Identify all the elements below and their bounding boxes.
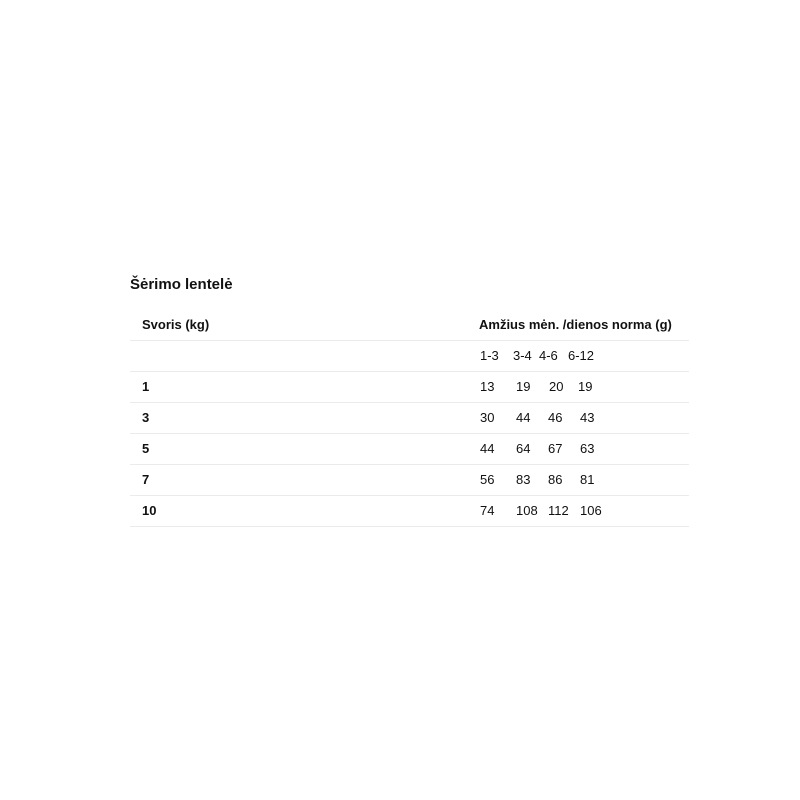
- weight-column-header: Svoris (kg): [142, 317, 210, 332]
- value-cell: 46: [548, 410, 563, 425]
- age-column-header: Amžius mėn. /dienos norma (g): [479, 317, 672, 332]
- value-cell: 30: [480, 410, 495, 425]
- table-row: [130, 403, 689, 434]
- weight-cell: 7: [142, 472, 150, 487]
- value-cell: 63: [580, 441, 595, 456]
- feeding-table: [130, 310, 689, 527]
- table-row: [130, 434, 689, 465]
- weight-cell: 5: [142, 441, 150, 456]
- value-cell: 81: [580, 472, 595, 487]
- value-cell: 83: [516, 472, 531, 487]
- value-cell: 56: [480, 472, 495, 487]
- table-row: [130, 496, 689, 527]
- value-cell: 112: [548, 503, 569, 518]
- age-range: 6-12: [568, 348, 595, 363]
- value-cell: 106: [580, 503, 602, 518]
- weight-cell: 10: [142, 503, 157, 518]
- value-cell: 20: [549, 379, 564, 394]
- value-cell: 19: [578, 379, 593, 394]
- value-cell: 64: [516, 441, 531, 456]
- value-cell: 44: [480, 441, 495, 456]
- weight-cell: 3: [142, 410, 150, 425]
- age-range: 4-6: [539, 348, 558, 363]
- value-cell: 13: [480, 379, 495, 394]
- value-cell: 43: [580, 410, 595, 425]
- page-title: Šėrimo lentelė: [130, 276, 233, 293]
- age-ranges-row: [130, 341, 689, 372]
- table-row: [130, 372, 689, 403]
- value-cell: 67: [548, 441, 563, 456]
- value-cell: 108: [516, 503, 538, 518]
- value-cell: 19: [516, 379, 531, 394]
- value-cell: 44: [516, 410, 531, 425]
- weight-cell: 1: [142, 379, 150, 394]
- table-header-row: [130, 310, 689, 341]
- age-range: 1-3: [480, 348, 499, 363]
- table-row: [130, 465, 689, 496]
- age-range: 3-4: [513, 348, 532, 363]
- value-cell: 74: [480, 503, 495, 518]
- value-cell: 86: [548, 472, 563, 487]
